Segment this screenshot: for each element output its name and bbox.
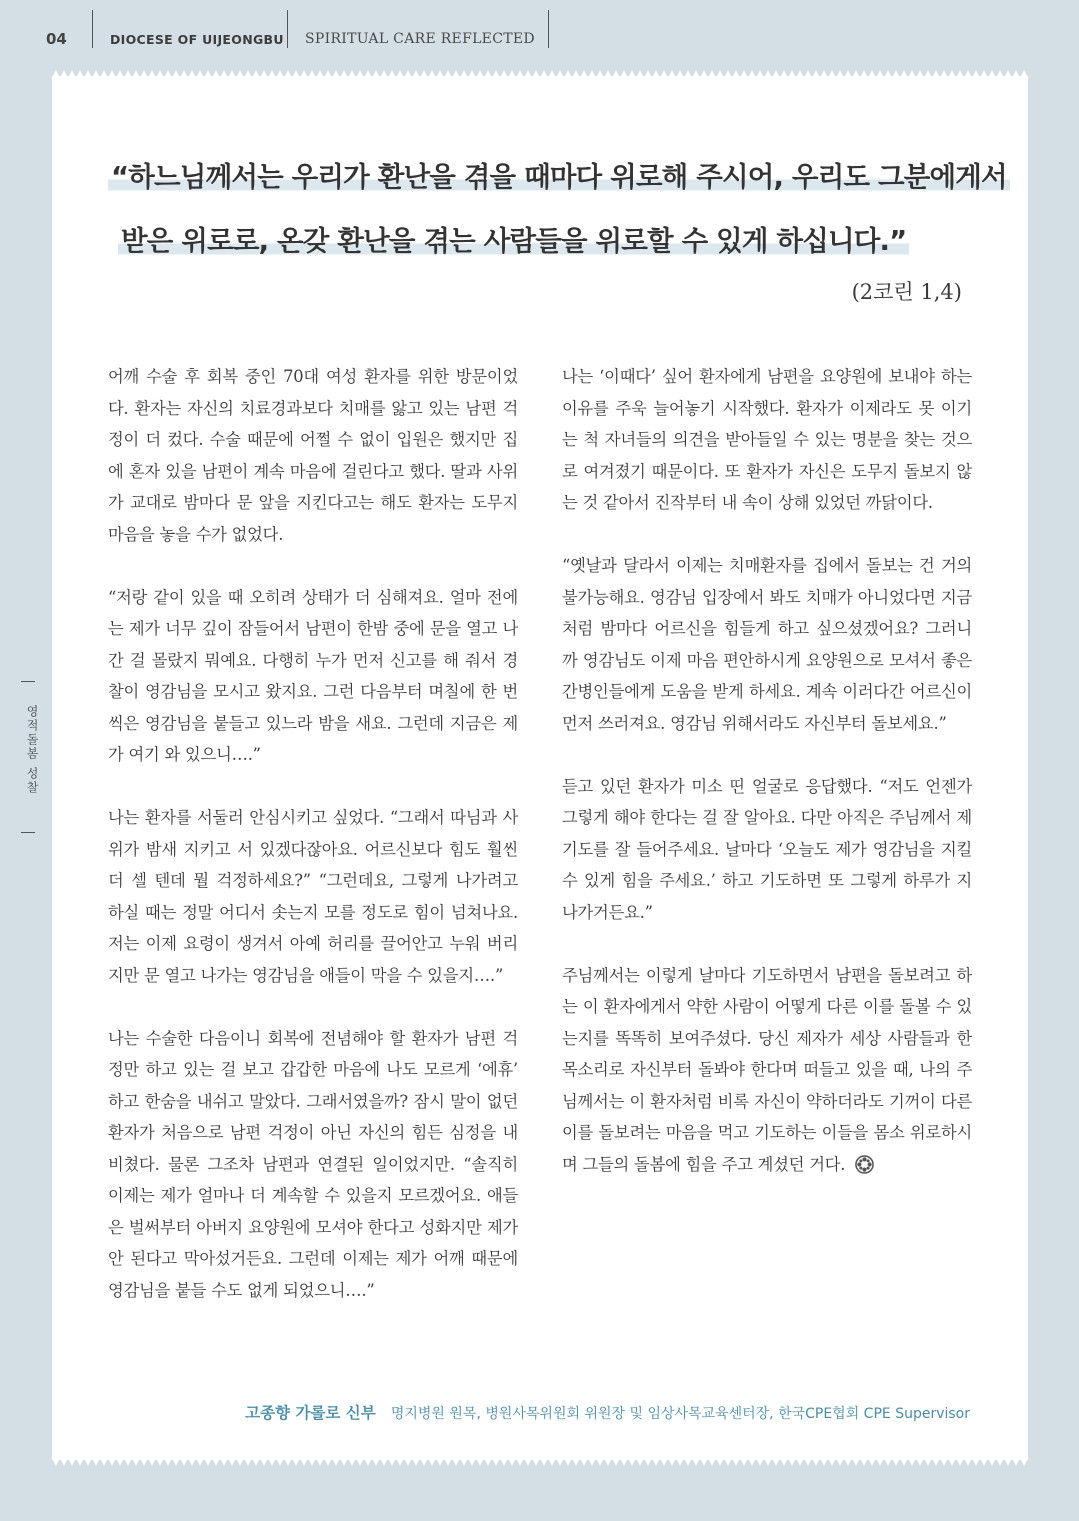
side-section-label: 영적돌봄 성찰 bbox=[25, 705, 39, 795]
paragraph: 나는 수술한 다음이니 회복에 전념해야 할 환자가 남편 걱정만 하고 있는 걸 보고 갑갑한 마음에 나도 모르게 ‘에휴’ 하고 한숨을 내쉬고 말았다. 그래서였을까? 잠시 말이 없던 환자가 처음으로 남편 걱정이 아닌 자신의 힘든 심정을 내비쳤다. 물론 그조차 남편과 연결된 일이었지만. “솔직히 이제는 제가 얼마나 더 계속할 수 있을지 모르겠어요. 애들은 벌써부터 아버지 요양원에 모셔야 한다고 성화지만 제가 안 된다고 막아섰거든요. 그런데 이제는 제가 어깨 때문에 영감님을 붙들 수도 없게 되었으니….” bbox=[108, 1028, 518, 1300]
side-divider bbox=[21, 832, 35, 833]
side-divider bbox=[21, 681, 35, 682]
author-name: 고종향 가롤로 신부 bbox=[245, 1404, 376, 1422]
header-divider bbox=[548, 10, 549, 48]
header-divider bbox=[92, 10, 93, 48]
paragraph-text: 주님께서는 이렇게 날마다 기도하면서 남편을 돌보려고 하는 이 환자에게서 약한 사람이 어떻게 다른 이를 돌볼 수 있는지를 똑똑히 보여주셨다. 당신 제자가 세상 사람들과 한목소리로 자신부터 돌봐야 한다며 떠들고 있을 때, 나의 주님께서는 이 환자처럼 비록 자신이 약하더라도 기꺼이 다른 이를 돌보려는 마음을 먹고 기도하는 이들을 몸소 위로하시며 그들의 돌봄에 힘을 주고 계셨던 거다. bbox=[562, 965, 972, 1174]
quote-line-2: 받은 위로로, 온갖 환난을 겪는 사람들을 위로할 수 있게 하십니다.” bbox=[118, 225, 909, 257]
paragraph: 어깨 수술 후 회복 중인 70대 여성 환자를 위한 방문이었다. 환자는 자신의 치료경과보다 치매를 앓고 있는 남편 걱정이 더 컸다. 수술 때문에 어쩔 수 없이 입원은 했지만 집에 혼자 있을 남편이 계속 마음에 걸린다고 했다. 딸과 사위가 교대로 밤마다 문 앞을 지킨다고는 해도 환자는 도무지 마음을 놓을 수가 없었다. bbox=[108, 367, 518, 544]
page-number: 04 bbox=[46, 30, 67, 48]
paragraph-last bbox=[562, 960, 972, 1181]
rosette-icon bbox=[855, 1155, 874, 1174]
quote-line bbox=[118, 218, 909, 258]
quote-line bbox=[108, 154, 1010, 194]
paragraph: 나는 ‘이때다’ 싶어 환자에게 남편을 요양원에 보내야 하는 이유를 주욱 늘어놓기 시작했다. 환자가 이제라도 못 이기는 척 자녀들의 의견을 받아들일 수 있는 명분을 찾는 것으로 여겨졌기 때문이다. 또 환자가 자신은 도무지 돌보지 않는 것 같아서 진작부터 내 속이 상해 있었던 까닭이다. bbox=[562, 367, 972, 512]
author-byline bbox=[245, 1401, 970, 1423]
page-header bbox=[0, 0, 1079, 60]
header-divider bbox=[287, 10, 288, 48]
paragraph: “옛날과 달라서 이제는 치매환자를 집에서 돌보는 건 거의 불가능해요. 영감님 입장에서 봐도 치매가 아니었다면 지금처럼 밤마다 어르신을 힘들게 하고 싶으셨겠어요? 그러니까 영감님도 이제 마음 편안하시게 요양원으로 모셔서 좋은 간병인들에게 도움을 받게 하세요. 계속 이러다간 어르신이 먼저 쓰러져요. 영감님 위해서라도 자신부터 돌보세요.” bbox=[562, 556, 972, 733]
paragraph: 듣고 있던 환자가 미소 띤 얼굴로 응답했다. “저도 언젠가 그렇게 해야 한다는 걸 잘 알아요. 다만 아직은 주님께서 제 기도를 잘 들어주세요. 날마다 ‘오늘도 제가 영감님을 지킬 수 있게 힘을 주세요.’ 하고 기도하면 또 그렇게 하루가 지나가거든요.” bbox=[562, 776, 972, 922]
paragraph: “저랑 같이 있을 때 오히려 상태가 더 심해져요. 얼마 전에는 제가 너무 깊이 잠들어서 남편이 한밤 중에 문을 열고 나간 걸 몰랐지 뭐예요. 다행히 누가 먼저 신고를 해 줘서 경찰이 영감님을 모시고 왔지요. 그런 다음부터 며칠에 한 번씩은 영감님을 붙들고 있느라 밤을 새요. 그런데 지금은 제가 여기 와 있으니….” bbox=[108, 587, 518, 764]
zigzag-edge-bottom bbox=[52, 1458, 1028, 1468]
paragraph: 나는 환자를 서둘러 안심시키고 싶었다. “그래서 따님과 사위가 밤새 지키고 서 있겠다잖아요. 어르신보다 힘도 훨씬 더 셀 텐데 뭘 걱정하세요?” “그런데요, 그렇게 나가려고 하실 때는 정말 어디서 솟는지 모를 정도로 힘이 넘쳐나요. 저는 이제 요령이 생겨서 아예 허리를 끌어안고 누워 버리지만 문 열고 나가는 영감님을 애들이 막을 수 있을지….” bbox=[108, 808, 518, 985]
zigzag-edge-top bbox=[52, 68, 1028, 78]
publication-title: DIOCESE OF UIJEONGBU bbox=[110, 32, 284, 47]
article-column-left bbox=[108, 361, 518, 1338]
author-affiliation: 명지병원 원목, 병원사목위원회 위원장 및 임상사목교육센터장, 한국CPE협회 CPE Supervisor bbox=[390, 1406, 970, 1422]
scripture-reference: (2코린 1,4) bbox=[851, 280, 962, 304]
quote-line-1: “하느님께서는 우리가 환난을 겪을 때마다 위로해 주시어, 우리도 그분에게서 bbox=[108, 161, 1010, 193]
article-column-right bbox=[562, 361, 972, 1212]
section-title: SPIRITUAL CARE REFLECTED bbox=[305, 31, 535, 47]
article-card bbox=[52, 76, 1028, 1460]
